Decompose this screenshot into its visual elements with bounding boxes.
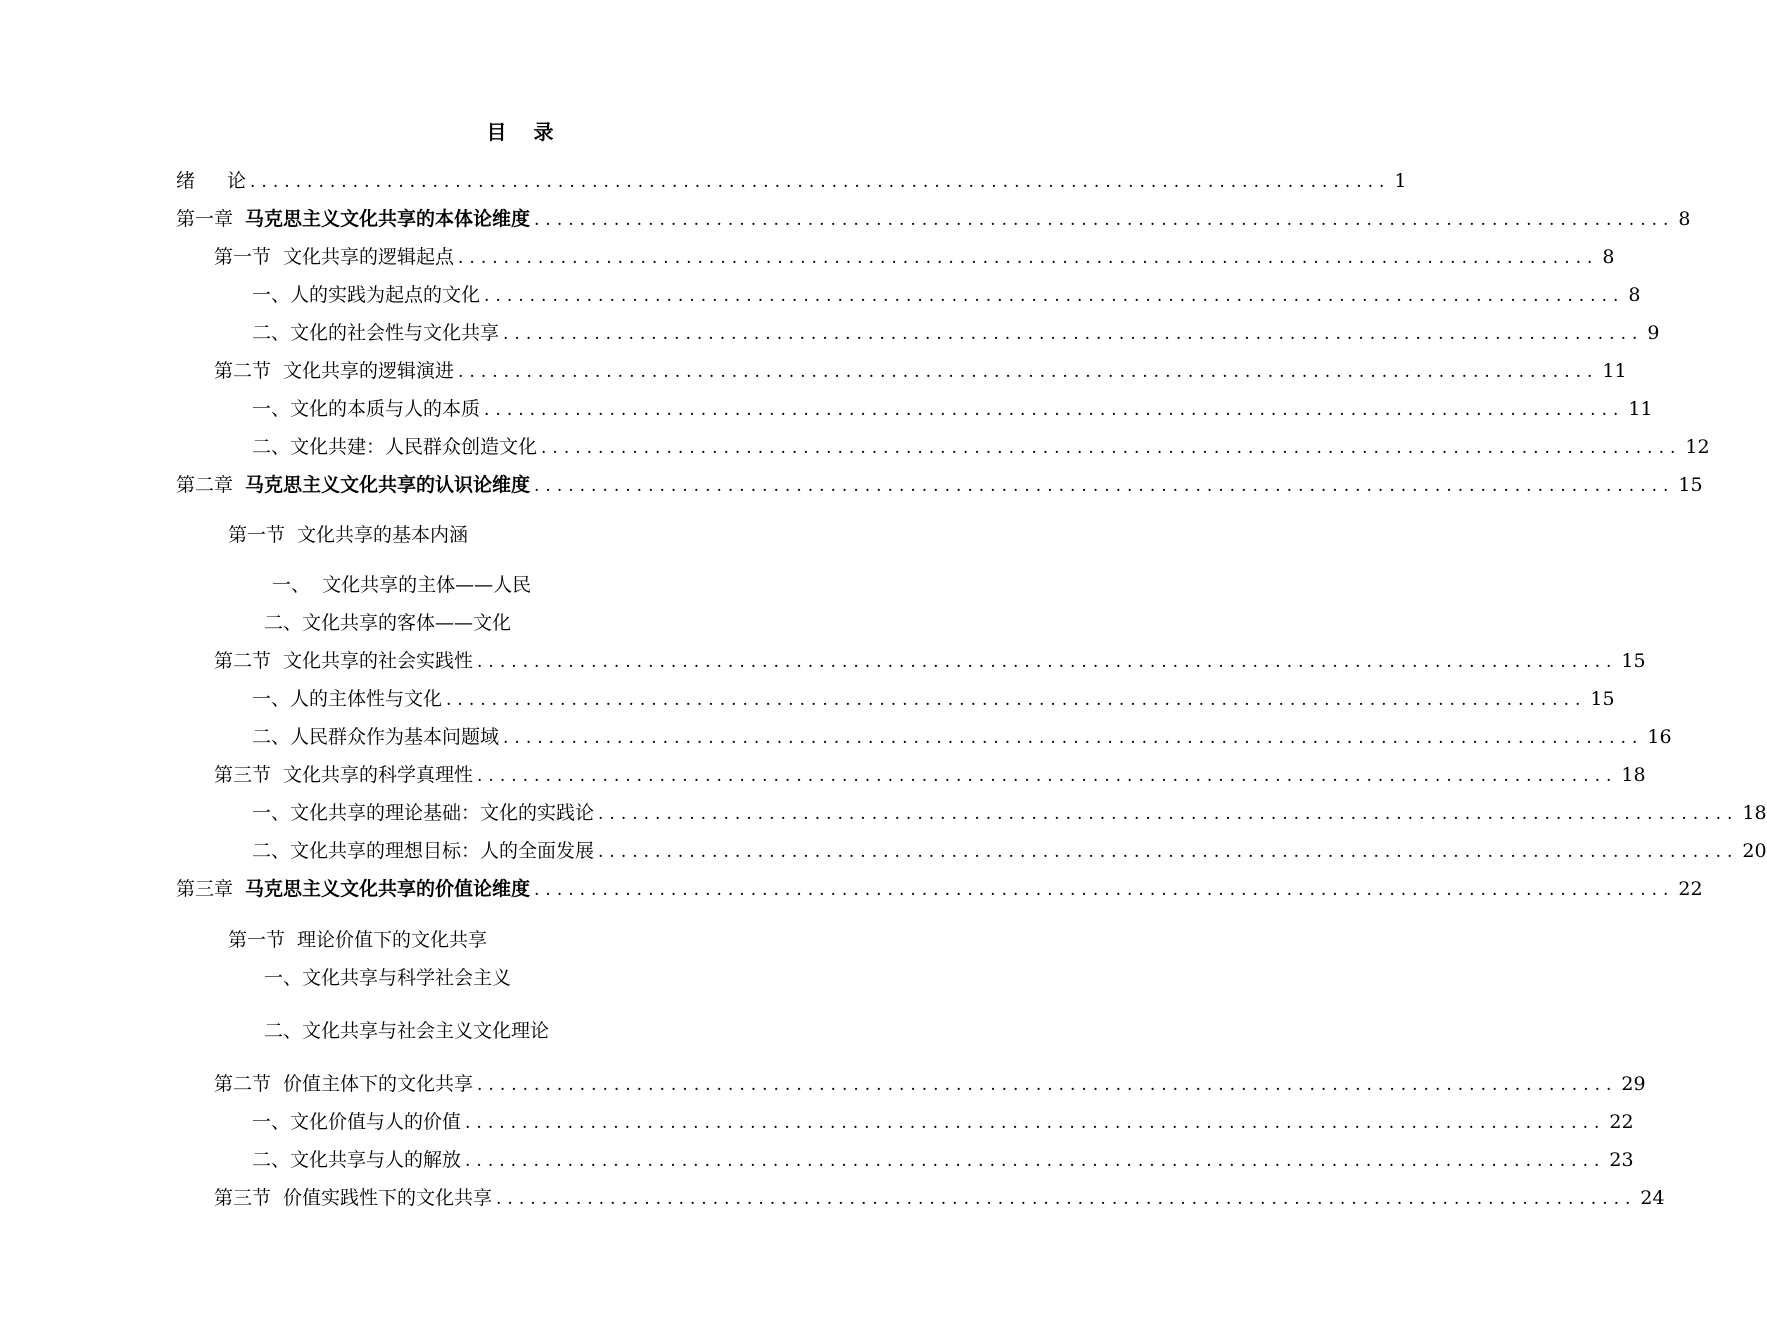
entry-number: 第三章 (176, 878, 234, 900)
toc-entry-subsection[interactable] (252, 1109, 1634, 1135)
leader-dots: .................................................................................................... (458, 248, 1599, 268)
toc-entry-subsection[interactable] (264, 1018, 549, 1044)
leader-dots: .................................................................................................... (465, 1113, 1606, 1133)
leader-dots: .................................................................................................... (598, 842, 1739, 862)
entry-number: 第一节 (228, 929, 286, 951)
toc-entry-subsection[interactable] (264, 610, 511, 636)
entry-page-number: 20 (1742, 840, 1767, 862)
entry-title: 马克思主义文化共享的认识论维度 (245, 474, 531, 496)
entry-page-number: 8 (1602, 246, 1615, 268)
entry-number: 第二章 (176, 474, 234, 496)
toc-entry-subsection[interactable] (252, 396, 1653, 422)
entry-number: 第一章 (176, 208, 234, 230)
entry-number: 第一节 (214, 246, 272, 268)
entry-title: 一、文化的本质与人的本质 (252, 398, 481, 420)
toc-entry-introduction[interactable] (176, 168, 1407, 194)
entry-title: 一、 文化共享的主体——人民 (272, 574, 532, 596)
entry-page-number: 1 (1394, 170, 1407, 192)
leader-dots: .................................................................................................... (503, 324, 1644, 344)
entry-page-number: 18 (1621, 764, 1646, 786)
entry-title: 文化共享的逻辑演进 (283, 360, 455, 382)
toc-entry-chapter-3[interactable] (176, 876, 1703, 902)
leader-dots: .................................................................................................... (250, 172, 1391, 192)
leader-dots: .................................................................................................... (465, 1151, 1606, 1171)
entry-page-number: 15 (1590, 688, 1615, 710)
entry-page-number: 23 (1609, 1149, 1634, 1171)
leader-dots: .................................................................................................... (477, 1075, 1618, 1095)
entry-page-number: 11 (1628, 398, 1653, 420)
toc-entry-subsection[interactable] (252, 434, 1710, 460)
toc-entry-subsection[interactable] (252, 838, 1767, 864)
entry-title: 一、文化共享的理论基础：文化的实践论 (252, 802, 595, 824)
entry-page-number: 15 (1621, 650, 1646, 672)
leader-dots: .................................................................................................... (484, 400, 1625, 420)
entry-title: 一、人的实践为起点的文化 (252, 284, 481, 306)
toc-entry-subsection[interactable] (264, 965, 511, 991)
leader-dots: .................................................................................................... (534, 210, 1675, 230)
toc-entry-subsection[interactable] (252, 1147, 1634, 1173)
leader-dots: .................................................................................................... (484, 286, 1625, 306)
entry-title: 文化共享的科学真理性 (283, 764, 474, 786)
leader-dots: .................................................................................................... (458, 362, 1599, 382)
leader-dots: .................................................................................................... (534, 476, 1675, 496)
entry-number: 第一节 (228, 524, 286, 546)
toc-entry-subsection[interactable] (252, 686, 1615, 712)
toc-entry-section[interactable] (214, 1071, 1646, 1097)
entry-title: 一、文化价值与人的价值 (252, 1111, 462, 1133)
entry-title: 文化共享的社会实践性 (283, 650, 474, 672)
entry-page-number: 12 (1685, 436, 1710, 458)
entry-title: 二、文化共享与人的解放 (252, 1149, 462, 1171)
entry-title: 价值实践性下的文化共享 (283, 1187, 493, 1209)
entry-title: 二、文化共享的理想目标：人的全面发展 (252, 840, 595, 862)
toc-entry-subsection[interactable] (252, 282, 1641, 308)
toc-entry-section[interactable] (214, 244, 1615, 270)
entry-number: 绪 (176, 170, 216, 192)
entry-page-number: 22 (1678, 878, 1703, 900)
entry-page-number: 16 (1647, 726, 1672, 748)
entry-title: 价值主体下的文化共享 (283, 1073, 474, 1095)
entry-number: 第二节 (214, 650, 272, 672)
toc-entry-subsection[interactable] (252, 724, 1672, 750)
leader-dots: .................................................................................................... (598, 804, 1739, 824)
leader-dots: .................................................................................................... (446, 690, 1587, 710)
entry-number: 第三节 (214, 1187, 272, 1209)
toc-entry-chapter-2[interactable] (176, 472, 1703, 498)
entry-title: 二、文化共享与社会主义文化理论 (264, 1020, 550, 1042)
entry-title: 二、文化的社会性与文化共享 (252, 322, 500, 344)
toc-entry-chapter-1[interactable] (176, 206, 1691, 232)
entry-page-number: 11 (1602, 360, 1627, 382)
entry-title: 二、人民群众作为基本问题域 (252, 726, 500, 748)
toc-entry-subsection[interactable] (252, 320, 1660, 346)
entry-number: 第二节 (214, 1073, 272, 1095)
toc-entry-section[interactable] (214, 762, 1646, 788)
entry-page-number: 24 (1640, 1187, 1665, 1209)
toc-entry-section[interactable] (214, 1185, 1665, 1211)
entry-page-number: 22 (1609, 1111, 1634, 1133)
leader-dots: .................................................................................................... (534, 880, 1675, 900)
entry-page-number: 15 (1678, 474, 1703, 496)
leader-dots: .................................................................................................... (477, 766, 1618, 786)
entry-title: 马克思主义文化共享的本体论维度 (245, 208, 531, 230)
toc-entry-section[interactable] (214, 648, 1646, 674)
toc-title: 目 录 (486, 120, 564, 144)
entry-title: 一、文化共享与科学社会主义 (264, 967, 512, 989)
entry-title: 论 (227, 170, 247, 192)
entry-title: 一、人的主体性与文化 (252, 688, 443, 710)
entry-number: 第三节 (214, 764, 272, 786)
entry-page-number: 8 (1678, 208, 1691, 230)
entry-number: 第二节 (214, 360, 272, 382)
leader-dots: .................................................................................................... (541, 438, 1682, 458)
toc-entry-section[interactable] (228, 927, 487, 953)
toc-entry-subsection[interactable] (252, 800, 1767, 826)
entry-page-number: 9 (1647, 322, 1660, 344)
entry-title: 理论价值下的文化共享 (297, 929, 488, 951)
toc-entry-subsection[interactable] (272, 572, 531, 598)
leader-dots: .................................................................................................... (496, 1189, 1637, 1209)
leader-dots: .................................................................................................... (477, 652, 1618, 672)
entry-title: 二、文化共享的客体——文化 (264, 612, 512, 634)
toc-entry-section[interactable] (228, 522, 468, 548)
entry-title: 二、文化共建：人民群众创造文化 (252, 436, 538, 458)
entry-title: 文化共享的基本内涵 (297, 524, 469, 546)
leader-dots: .................................................................................................... (503, 728, 1644, 748)
entry-page-number: 8 (1628, 284, 1641, 306)
entry-title: 马克思主义文化共享的价值论维度 (245, 878, 531, 900)
entry-page-number: 29 (1621, 1073, 1646, 1095)
entry-title: 文化共享的逻辑起点 (283, 246, 455, 268)
entry-page-number: 18 (1742, 802, 1767, 824)
toc-entry-section[interactable] (214, 358, 1627, 384)
